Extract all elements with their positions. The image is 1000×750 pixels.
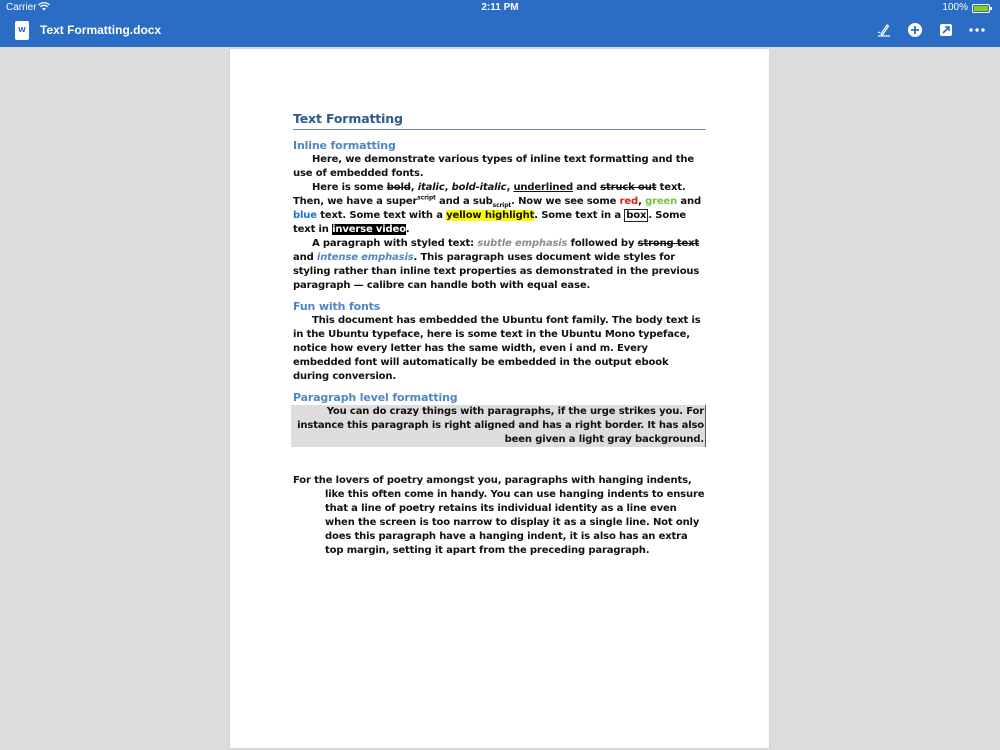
document-content [293, 111, 706, 558]
highlight-sample: yellow highlight [446, 210, 535, 221]
edit-pen-button[interactable] [873, 20, 895, 42]
bold-sample: bold [386, 182, 411, 193]
superscript-sample: script [417, 194, 436, 202]
document-heading: Text Formatting [293, 111, 706, 130]
more-button[interactable] [966, 20, 988, 42]
inline-paragraph-3: A paragraph with styled text: subtle emphasis followed by strong text and intense emphasis. This paragraph uses document wide styles for styling rather than inline text properties as demonstrated in the previous paragraph — calibre can handle both with equal ease. [293, 238, 700, 291]
struck-sample: struck out [600, 182, 657, 193]
heading-paragraph-formatting: Paragraph level formatting [293, 391, 458, 404]
battery-icon [972, 4, 990, 13]
share-button[interactable] [935, 20, 957, 42]
inverse-video-sample: inverse video [332, 224, 406, 235]
underlined-sample: underlined [513, 182, 573, 193]
document-title: Text Formatting.docx [40, 23, 162, 37]
battery-percent: 100% [942, 2, 968, 13]
inline-paragraph-2: Here is some bold, italic, bold-italic, underlined and struck out text. Then, we have a super$^{script}$ and a sub$_{script}$. Now we see some red, green and blue text. Some text with a yellow highlight. Some text in a box . Some text in inverse video. [293, 182, 702, 235]
clock: 2:11 PM [481, 2, 519, 13]
bold-italic-sample: bold-italic [451, 182, 507, 193]
status-bar [0, 0, 1000, 16]
heading-inline-formatting: Inline formatting [293, 139, 396, 152]
strong-text-sample: strong text [637, 238, 700, 249]
document-page[interactable] [230, 49, 769, 748]
subtle-emphasis-sample: subtle emphasis [477, 238, 568, 249]
right-aligned-paragraph: You can do crazy things with paragraphs, if the urge strikes you. For instance this paragraph is right aligned and has a right border. It has also been given a light gray background. [291, 405, 706, 447]
intense-emphasis-sample: intense emphasis [316, 252, 414, 263]
carrier-label: Carrier [6, 2, 37, 13]
share-icon [935, 22, 957, 38]
heading-fun-with-fonts: Fun with fonts [293, 300, 381, 313]
add-button[interactable] [904, 20, 926, 42]
green-text-sample: green [645, 196, 678, 207]
red-text-sample: red [619, 196, 639, 207]
box-sample: box [626, 210, 647, 221]
edit-pen-icon [873, 22, 895, 38]
app-toolbar [0, 16, 1000, 47]
italic-sample: italic [417, 182, 445, 193]
hanging-indent-paragraph: For the lovers of poetry amongst you, paragraphs with hanging indents, like this often come in handy. You can use hanging indents to ensure that a line of poetry retains its individual identity as a line even when the screen is too narrow to display it as a single line. Not only does this paragraph have a hanging indent, it is also has an extra top margin, setting it apart from the preceding paragraph. [293, 475, 705, 556]
fonts-paragraph: This document has embedded the Ubuntu font family. The body text is in the Ubuntu typeface, here is some text in the Ubuntu Mono typeface, notice how every letter has the same width, even i and m. Every embedded font will automatically be embedded in the output ebook during conversion. [293, 315, 701, 382]
doc-icon-letter: W [18, 26, 26, 34]
more-icon [966, 22, 988, 38]
blue-text-sample: blue [293, 210, 317, 221]
subscript-sample: script [492, 202, 512, 209]
inline-paragraph-1: Here, we demonstrate various types of inline text formatting and the use of embedded fonts. [293, 154, 694, 179]
word-doc-icon [15, 21, 29, 40]
add-circle-icon [904, 22, 926, 38]
